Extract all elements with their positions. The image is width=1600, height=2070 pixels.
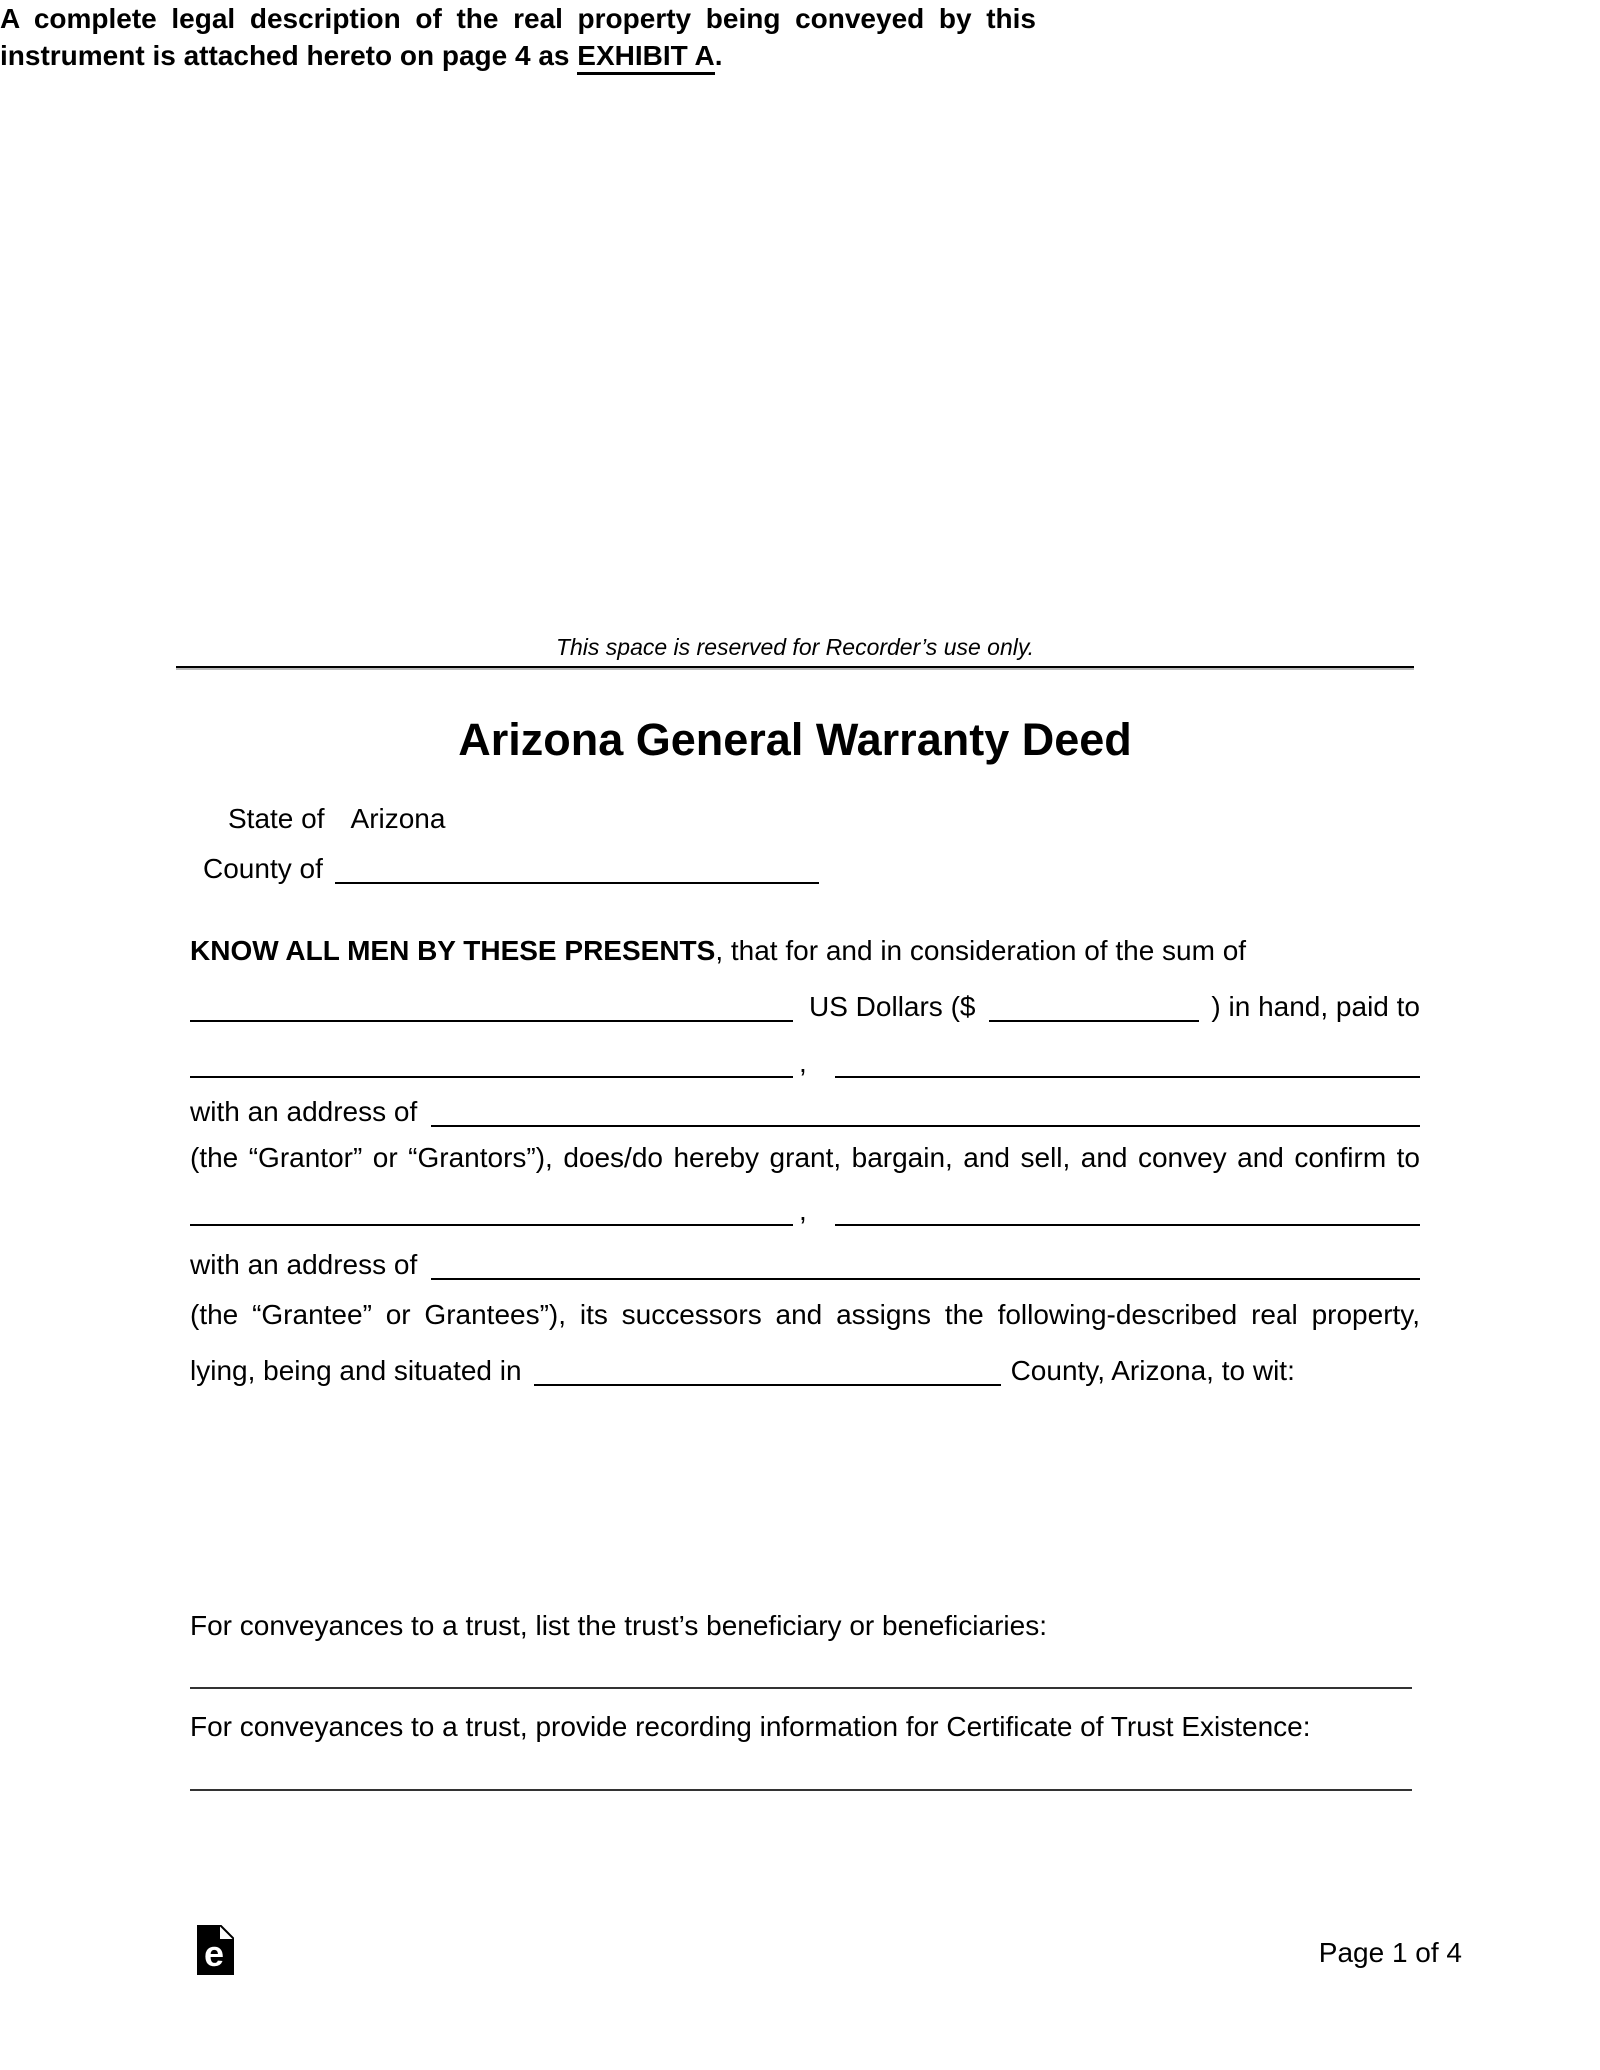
presents-rest-text: , that for and in consideration of the sum of xyxy=(715,935,1247,966)
trust-certificate-instruction: For conveyances to a trust, provide recording information for Certificate of Trust Existence: xyxy=(190,1711,1311,1742)
page-number: Page 1 of 4 xyxy=(1318,1937,1462,1968)
state-label: State of xyxy=(228,803,325,834)
grantee-name2-blank-field xyxy=(835,1196,1420,1226)
situated-row xyxy=(190,1356,1420,1386)
comma-separator: , xyxy=(799,1047,807,1078)
comma-separator: , xyxy=(799,1195,807,1226)
amount-words-blank-field xyxy=(190,992,793,1022)
grantee-address-row xyxy=(190,1250,1420,1280)
grantee-name-blank-field xyxy=(190,1196,793,1226)
grantor-clause: (the “Grantor” or “Grantors”), does/do hereby grant, bargain, and sell, and convey and confirm to xyxy=(190,1142,1420,1173)
legal-description-line1: A complete legal description of the real property being conveyed by this xyxy=(0,3,1036,34)
grantee-clause: (the “Grantee” or Grantees”), its successors and assigns the following-described real property, xyxy=(190,1299,1420,1330)
grantor-name-row xyxy=(190,1048,1420,1078)
recorder-notice: This space is reserved for Recorder’s use only. xyxy=(555,634,1035,660)
presents-bold-text: KNOW ALL MEN BY THESE PRESENTS xyxy=(190,935,716,966)
county-blank-field xyxy=(335,854,819,884)
grantee-address-label: with an address of xyxy=(190,1249,418,1280)
page-title: Arizona General Warranty Deed xyxy=(458,714,1132,765)
consideration-row xyxy=(190,992,1420,1022)
trust-beneficiary-blank-line xyxy=(190,1687,1412,1689)
grantee-name-row xyxy=(190,1196,1420,1226)
exhibit-a-reference: EXHIBIT A xyxy=(577,40,714,75)
presents-paragraph xyxy=(190,936,1420,966)
eforms-logo-icon xyxy=(197,1925,234,1980)
recorder-rule xyxy=(176,666,1414,668)
us-dollars-label: US Dollars ($ xyxy=(809,991,976,1022)
legal-description-period: . xyxy=(714,40,723,71)
grantor-name-blank-field xyxy=(190,1048,793,1078)
trust-certificate-blank-line xyxy=(190,1789,1412,1791)
legal-description-line2-prefix: instrument is attached hereto on page 4 as xyxy=(0,40,578,71)
grantor-address-blank-field xyxy=(431,1097,1420,1127)
trust-beneficiary-instruction: For conveyances to a trust, list the trust’s beneficiary or beneficiaries: xyxy=(190,1610,1047,1641)
legal-description-line2 xyxy=(0,37,1036,74)
county-row xyxy=(203,854,819,884)
grantor-address-row xyxy=(190,1097,1420,1127)
in-hand-label: ) in hand, paid to xyxy=(1211,991,1420,1022)
county-name-blank-field xyxy=(534,1356,1001,1386)
grantor-address-label: with an address of xyxy=(190,1096,418,1127)
amount-number-blank-field xyxy=(989,992,1199,1022)
situated-prefix: lying, being and situated in xyxy=(190,1355,522,1386)
grantor-name2-blank-field xyxy=(835,1048,1420,1078)
legal-description-paragraph xyxy=(0,0,1036,74)
state-value: Arizona xyxy=(350,803,446,834)
grantee-address-blank-field xyxy=(431,1250,1420,1280)
state-row xyxy=(228,804,445,834)
county-label: County of xyxy=(203,853,323,884)
situated-suffix: County, Arizona, to wit: xyxy=(1010,1355,1295,1386)
eforms-logo-letter: e xyxy=(203,1933,225,1974)
